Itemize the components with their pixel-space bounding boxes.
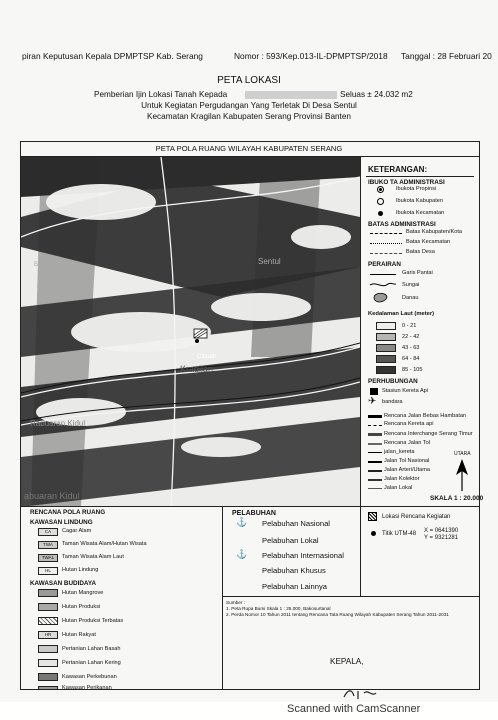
rencana-interchange-line (368, 433, 382, 436)
sumber-divider (222, 596, 480, 597)
camscanner-watermark: Scanned with CamScanner (287, 703, 421, 715)
legend-divider (360, 156, 361, 506)
jalan-kereta-label: jalan_kereta (384, 449, 415, 455)
sumber-line-2: 2. Perda Nomor 10 Tahun 2011 tentang Rencana Tata Ruang Wilayah Kabupaten Serang Tahun 2011-2031 (226, 612, 449, 617)
map-label-kragilan: Kragilan (180, 364, 214, 374)
kedalaman-swatch-3 (376, 344, 396, 352)
batas-desa-label: Batas Desa (406, 249, 435, 255)
bandara-label: bandara (382, 399, 403, 405)
kedalaman-heading: Kedalaman Laut (meter) (368, 311, 435, 317)
lower-section-divider (20, 506, 480, 507)
signature-title: KEPALA, (330, 657, 364, 666)
kedalaman-swatch-2 (376, 333, 396, 341)
lokasi-label: Lokasi Rencana Kegiatan (382, 514, 451, 520)
watermark-band (0, 702, 498, 720)
garis-pantai-line (370, 274, 396, 275)
title-line-1-pre: Pemberian Ijin Lokasi Tanah Kepada (94, 90, 228, 99)
pelabuhan-nasional-label: Pelabuhan Nasional (262, 519, 330, 528)
rencana-divider (222, 506, 223, 690)
jalan-kereta-line (368, 452, 382, 453)
danau-icon (372, 291, 390, 303)
batas-kecamatan-line (370, 243, 402, 244)
ibukota-kabupaten-icon (377, 198, 384, 205)
budidaya-label-6: Pertanian Lahan Kering (62, 660, 121, 666)
budidaya-swatch-7 (38, 673, 58, 681)
perairan-heading: PERAIRAN (368, 261, 401, 268)
jalan-tol-nasional-label: Jalan Tol Nasional (384, 458, 430, 464)
redacted-name (245, 91, 337, 99)
danau-label: Danau (402, 295, 419, 301)
pelabuhan-khusus-label: Pelabuhan Khusus (262, 566, 326, 575)
budidaya-swatch-4: HR (38, 631, 58, 639)
budidaya-swatch-8 (38, 686, 58, 690)
lindung-label-2: Taman Wisata Alam/Hutan Wisata (62, 541, 147, 547)
stasiun-label: Stasiun Kereta Api (382, 388, 429, 394)
anchor-icon: ⚓ (236, 517, 248, 527)
north-label: UTARA (454, 451, 471, 457)
map-scale: SKALA 1 : 20.000 (430, 495, 484, 502)
lindung-label-3: Taman Wisata Alam Laut (62, 554, 124, 560)
budidaya-label-7: Kawasan Perkebunan (62, 674, 117, 680)
budidaya-label-3: Hutan Produksi Terbatas (62, 618, 124, 624)
map-image (21, 157, 360, 507)
ibukota-propinsi-label: Ibukota Propinsi (396, 186, 437, 192)
jalan-arteri-label: Jalan Arteri/Utama (384, 467, 431, 473)
sumber-title: Sumber : (226, 600, 246, 605)
budidaya-label-5: Pertanian Lahan Basah (62, 646, 121, 652)
rencana-interchange-label: Rencana Interchange Serang Timur (384, 431, 473, 437)
keterangan-underline (366, 176, 474, 177)
title-line-2: Untuk Kegiatan Pergudangan Yang Terletak Di Desa Sentul (141, 101, 357, 110)
budidaya-swatch-1 (38, 589, 58, 597)
batas-heading: BATAS ADMINISTRASI (368, 221, 436, 228)
utm-x: X = 0641390 (424, 528, 459, 534)
ibukota-kecamatan-icon (378, 211, 383, 216)
map-label-sentul: Sentul (258, 257, 281, 266)
batas-kecamatan-label: Batas Kecamatan (406, 239, 451, 245)
jalan-tol-nasional-line (368, 461, 382, 463)
jalan-arteri-line (368, 470, 382, 472)
jalan-lokal-line (368, 488, 382, 489)
budidaya-label-4: Hutan Rakyat (62, 632, 96, 638)
north-arrow-icon (454, 459, 470, 493)
map-label-rabuaran: Rabuaran Kidul (30, 419, 86, 428)
lindung-swatch-1: CA (38, 528, 58, 536)
kedalaman-label-2: 22 - 42 (402, 334, 420, 340)
titik-label: Titik UTM-48 (382, 531, 417, 537)
ibukota-heading: IBUKO TA ADMINISTRASI (368, 179, 445, 186)
stasiun-icon (370, 388, 378, 395)
decision-reference: piran Keputusan Kepala DPMPTSP Kab. Serang (22, 51, 203, 61)
kedalaman-label-4: 64 - 84 (402, 356, 420, 362)
batas-kabupaten-label: Batas Kabupaten/Kota (406, 229, 462, 235)
document-title: PETA LOKASI (217, 75, 281, 86)
anchor-international-icon: ⚓ (236, 549, 248, 559)
jalan-bebas-hambatan-line (368, 415, 382, 418)
kedalaman-swatch-4 (376, 355, 396, 363)
map-title: PETA POLA RUANG WILAYAH KABUPATEN SERANG (155, 144, 343, 153)
airplane-icon: ✈ (368, 396, 377, 407)
sungai-line-icon (370, 281, 396, 289)
jalan-lokal-label: Jalan Lokal (384, 485, 413, 491)
budidaya-swatch-5 (38, 645, 58, 653)
jalan-bebas-hambatan-label: Rencana Jalan Bebas Hambatan (384, 413, 467, 419)
jalan-kolektor-label: Jalan Kolektor (384, 476, 420, 482)
ibukota-kecamatan-label: Ibukota Kecamatan (396, 210, 445, 216)
pelabuhan-heading: PELABUHAN (232, 510, 276, 517)
pelabuhan-lokal-label: Pelabuhan Lokal (262, 536, 319, 545)
budidaya-swatch-3 (38, 617, 58, 625)
kedalaman-swatch-1 (376, 322, 396, 330)
lindung-label-1: Cagar Alam (62, 528, 92, 534)
rencana-title: RENCANA POLA RUANG (30, 509, 106, 516)
batas-desa-line (370, 253, 402, 254)
titik-icon (371, 531, 376, 536)
kedalaman-swatch-5 (376, 366, 396, 374)
pelabuhan-divider (360, 506, 361, 596)
title-line-3: Kecamatan Kragilan Kabupaten Serang Provinsi Banten (147, 112, 351, 121)
rencana-kereta-line (368, 425, 382, 426)
map-label-binaruh: Binaruh (34, 262, 55, 268)
keterangan-title: KETERANGAN: (368, 165, 428, 174)
kedalaman-label-3: 43 - 63 (402, 345, 420, 351)
map-label-abuaran-kidul: abuaran Kidul (24, 491, 80, 501)
ibukota-propinsi-icon (377, 186, 384, 193)
budidaya-label-8: Kawasan Perikanan (62, 685, 112, 691)
kedalaman-label-5: 85 - 105 (402, 367, 423, 373)
perhubungan-heading: PERHUBUNGAN (368, 378, 418, 385)
sungai-label: Sungai (402, 282, 420, 288)
lindung-swatch-2: TWA (38, 541, 58, 549)
lokasi-swatch (368, 512, 377, 521)
batas-kabupaten-line (370, 233, 402, 234)
kawasan-budidaya-heading: KAWASAN BUDIDAYA (30, 580, 97, 587)
budidaya-swatch-2 (38, 603, 58, 611)
budidaya-swatch-6 (38, 659, 58, 667)
garis-pantai-label: Garis Pantai (402, 270, 433, 276)
rencana-kereta-label: Rencana Kereta api (384, 421, 434, 427)
rencana-jalan-tol-label: Rencana Jalan Tol (384, 440, 430, 446)
decree-number: Nomor : 593/Kep.013-IL-DPMPTSP/2018 (234, 51, 388, 61)
jalan-kolektor-line (368, 479, 382, 481)
pelabuhan-lainnya-label: Pelabuhan Lainnya (262, 582, 328, 591)
title-line-1-post: Seluas ± 24.032 m2 (340, 90, 413, 99)
lindung-swatch-3: TWAL (38, 554, 58, 562)
decree-date: Tanggal : 28 Februari 20 (401, 51, 492, 61)
kedalaman-label-1: 0 - 21 (402, 323, 417, 329)
budidaya-label-1: Hutan Mangrove (62, 590, 104, 596)
signature-mark (342, 687, 382, 701)
lindung-label-4: Hutan Lindung (62, 567, 99, 573)
kawasan-lindung-heading: KAWASAN LINDUNG (30, 519, 93, 526)
budidaya-label-2: Hutan Produksi (62, 604, 101, 610)
map-label-cibuah: Cibuah (197, 354, 217, 360)
pelabuhan-internasional-label: Pelabuhan Internasional (262, 551, 344, 560)
lindung-swatch-4: HL (38, 567, 58, 575)
utm-y: Y = 9321281 (424, 535, 459, 541)
ibukota-kabupaten-label: Ibukota Kabupaten (396, 198, 443, 204)
sumber-line-1: 1. Peta Rupa Bumi Skala 1 : 25.000, Bakosurtanal (226, 606, 331, 611)
rencana-jalan-tol-line (368, 443, 382, 445)
